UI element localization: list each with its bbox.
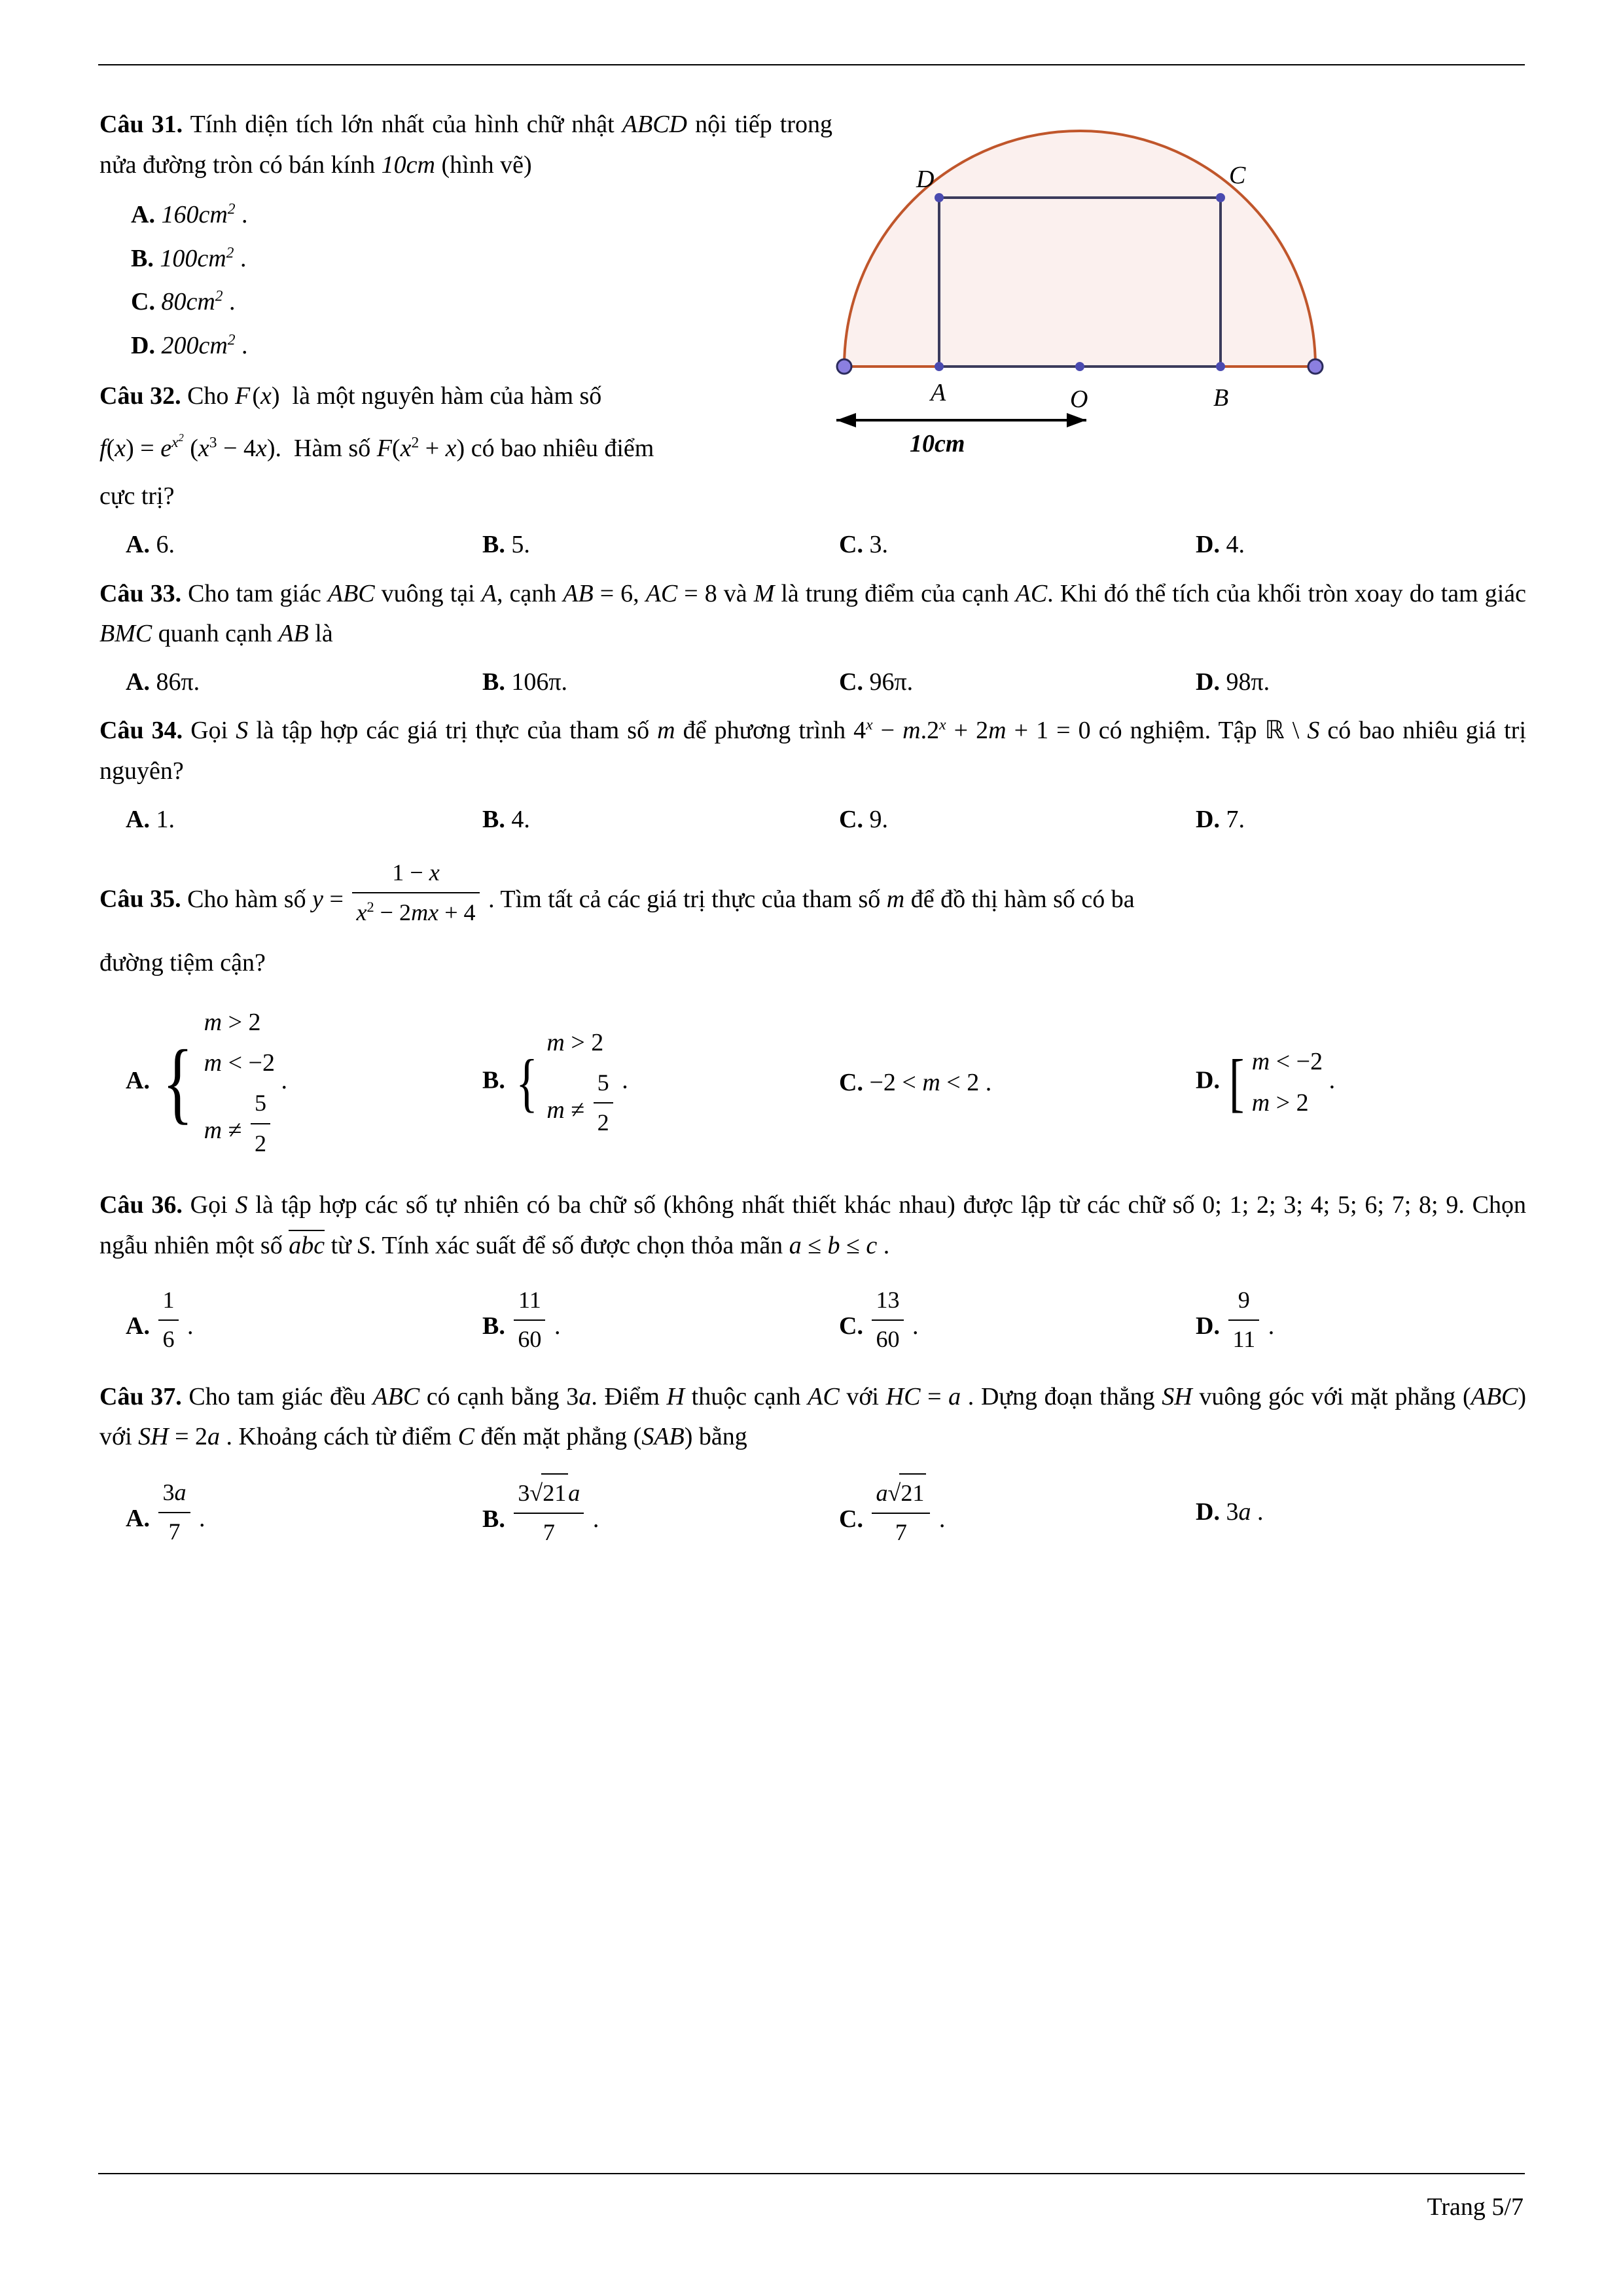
question-34 (99, 711, 1526, 791)
page-footer: Trang 5/7 (1427, 2193, 1524, 2221)
question-32 (99, 376, 832, 417)
question-34-text: Gọi S là tập hợp các giá trị thực của tham số m để phương trình $4^x - m.2^x + 2m + 1 = 0$ có nghiệm. Tập ℝ \ S có bao nhiêu giá trị nguyên? (99, 716, 1527, 785)
option-a[interactable]: A. $\frac{1}{6}$ . (99, 1282, 456, 1359)
header-rule (98, 64, 1525, 65)
question-34-options (99, 800, 1526, 840)
option-c[interactable]: C. $\frac{13}{60}$ . (813, 1282, 1169, 1359)
option-b[interactable]: B. $\frac{11}{60}$ . (456, 1282, 813, 1359)
question-37-options (99, 1473, 1526, 1552)
svg-text:B: B (1213, 384, 1229, 412)
option-d[interactable]: D. $200cm^2$ . (131, 331, 248, 359)
semicircle-rectangle-figure (805, 98, 1374, 465)
question-32-options (99, 525, 1526, 565)
svg-text:A: A (931, 379, 946, 406)
option-b[interactable]: B. 5. (482, 530, 530, 558)
question-35-label: Câu 35. (99, 885, 181, 913)
question-35 (99, 853, 1526, 931)
question-37-text: Cho tam giác đều ABC có cạnh bằng 3a. Điểm H thuộc cạnh AC với HC = a . Dựng đoạn thẳng SH vuông góc với mặt phẳng (ABC) với SH = 2a . Khoảng cách từ điểm C đến mặt phẳng (SAB) bằng (99, 1382, 1527, 1451)
option-c[interactable]: C. −2 < m < 2 . (839, 1068, 992, 1096)
question-36 (99, 1185, 1526, 1266)
question-33-label: Câu 33. (99, 579, 182, 607)
question-35-text: Cho hàm số y = $\frac{1 - x}{x^2 - 2mx + 4}$ . Tìm tất cả các giá trị thực của tham số m để đồ thị hàm số có ba (187, 886, 1135, 913)
option-a[interactable]: A. 86π. (126, 668, 200, 696)
option-c[interactable]: C. 3. (839, 530, 888, 558)
option-a[interactable]: A. $160cm^2$ . (131, 200, 248, 229)
question-32-text-1: Cho F (x) là một nguyên hàm của hàm số (187, 382, 602, 410)
option-b[interactable]: B. $\frac{3√21a}{7}$ . (456, 1473, 813, 1552)
option-a[interactable]: A. { m > 2 m < −2 m ≠ $\frac{5}{2}$ . (99, 1002, 456, 1163)
question-32-label: Câu 32. (99, 382, 181, 410)
question-35-options (99, 1002, 1526, 1163)
question-36-label: Câu 36. (99, 1191, 183, 1219)
question-37-label: Câu 37. (99, 1382, 182, 1410)
option-d[interactable]: D. 7. (1196, 805, 1245, 833)
option-d[interactable]: D. [ m < −2 m > 2 . (1196, 1046, 1336, 1119)
option-a[interactable]: A. 6. (126, 530, 175, 558)
question-37 (99, 1377, 1526, 1458)
option-b[interactable]: B. 4. (482, 805, 530, 833)
option-a[interactable]: A. $\frac{3a}{7}$ . (99, 1474, 456, 1551)
question-31-label: Câu 31. (99, 111, 183, 138)
option-c[interactable]: C. $\frac{a√21}{7}$ . (813, 1473, 1169, 1552)
svg-text:C: C (1229, 162, 1246, 189)
question-33 (99, 574, 1526, 655)
option-d[interactable]: D. 4. (1196, 530, 1245, 558)
question-34-label: Câu 34. (99, 717, 183, 745)
option-b[interactable]: B. $100cm^2$ . (131, 243, 247, 272)
option-c[interactable]: C. $80cm^2$ . (131, 287, 236, 316)
svg-text:10cm: 10cm (910, 430, 965, 457)
footer-rule (98, 2173, 1525, 2174)
option-d[interactable]: D. 3a . (1196, 1498, 1264, 1526)
svg-text:O: O (1070, 386, 1088, 413)
question-35-text-2: đường tiệm cận? (99, 949, 266, 977)
question-36-options (99, 1282, 1526, 1359)
option-d[interactable]: D. $\frac{9}{11}$ . (1169, 1282, 1526, 1359)
question-31 (99, 105, 832, 185)
question-33-text: Cho tam giác ABC vuông tại A, cạnh AB = 6, AC = 8 và M là trung điểm của cạnh AC. Khi đó thể tích của khối tròn xoay do tam giác BMC quanh cạnh AB là (99, 579, 1527, 648)
question-32-text-2: cực trị? (99, 482, 175, 511)
question-36-text: Gọi S là tập hợp các số tự nhiên có ba chữ số (không nhất thiết khác nhau) được lập từ các chữ số 0; 1; 2; 3; 4; 5; 6; 7; 8; 9. Chọn ngẫu nhiên một số abc từ S. Tính xác suất để số được chọn thỏa mãn a ≤ b ≤ c . (99, 1191, 1527, 1259)
svg-text:D: D (916, 166, 935, 193)
option-b[interactable]: B. { m > 2 m ≠ $\frac{5}{2}$ . (456, 1022, 813, 1143)
question-33-options (99, 662, 1526, 702)
question-32-formula: $f(x) = e^{x^2}$ $(x^3 - 4x)$. Hàm số $F(x^2 + x)$ có bao nhiêu điểm (99, 431, 654, 462)
option-c[interactable]: C. 9. (839, 805, 888, 833)
option-a[interactable]: A. 1. (126, 805, 175, 833)
option-c[interactable]: C. 96π. (839, 668, 914, 696)
option-b[interactable]: B. 106π. (482, 668, 568, 696)
question-31-text: Tính diện tích lớn nhất của hình chữ nhật ABCD nội tiếp trong nửa đường tròn có bán kính 10cm (hình vẽ) (99, 111, 832, 179)
option-d[interactable]: D. 98π. (1196, 668, 1270, 696)
